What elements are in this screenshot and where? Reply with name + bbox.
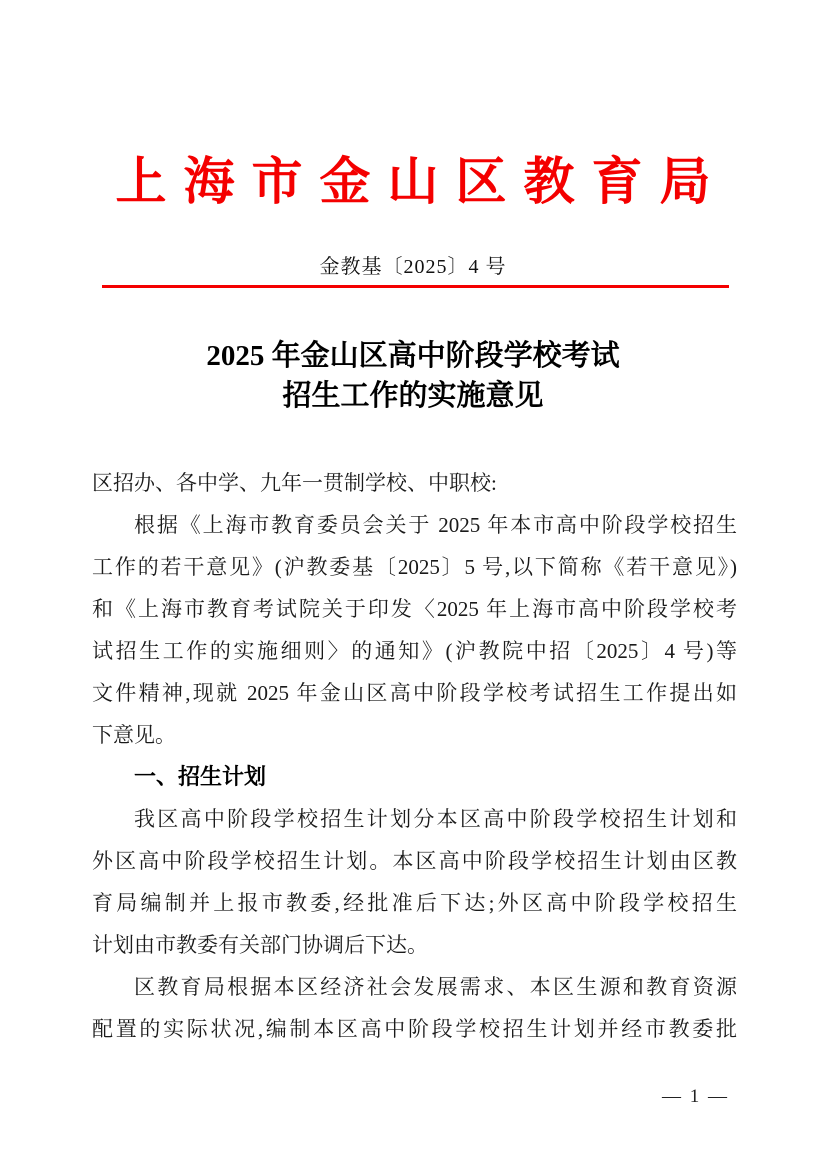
section-heading-enrollment-plan: 一、招生计划 xyxy=(134,764,267,789)
body-line: 工作的若干意见》(沪教委基〔2025〕5 号,以下简称《若干意见》) xyxy=(92,555,737,579)
document-number: 金教基〔2025〕4 号 xyxy=(319,256,507,278)
salutation-line: 区招办、各中学、九年一贯制学校、中职校: xyxy=(92,471,497,495)
document-title xyxy=(0,336,826,416)
body-line: 下意见。 xyxy=(92,723,176,747)
body-line: 我区高中阶段学校招生计划分本区高中阶段学校招生计划和 xyxy=(134,807,737,831)
red-divider-line xyxy=(102,285,729,288)
body-line: 文件精神,现就 2025 年金山区高中阶段学校考试招生工作提出如 xyxy=(92,681,737,705)
body-line: 试招生工作的实施细则〉的通知》(沪教院中招〔2025〕4 号)等 xyxy=(92,639,737,663)
document-body xyxy=(92,462,737,1050)
body-line: 根据《上海市教育委员会关于 2025 年本市高中阶段学校招生 xyxy=(134,513,737,537)
document-title-line2: 招生工作的实施意见 xyxy=(282,380,544,412)
body-line: 计划由市教委有关部门协调后下达。 xyxy=(92,933,428,957)
body-line: 育局编制并上报市教委,经批准后下达;外区高中阶段学校招生 xyxy=(92,891,737,915)
page-number: — 1 — xyxy=(662,1086,729,1107)
body-line: 外区高中阶段学校招生计划。本区高中阶段学校招生计划由区教 xyxy=(92,849,737,873)
agency-header-title: 上海市金山区教育局 xyxy=(115,155,728,211)
body-line: 和《上海市教育考试院关于印发〈2025 年上海市高中阶段学校考 xyxy=(92,597,737,621)
document-title-line1: 2025 年金山区高中阶段学校考试 xyxy=(206,340,620,372)
body-line: 配置的实际状况,编制本区高中阶段学校招生计划并经市教委批 xyxy=(92,1017,737,1041)
body-line: 区教育局根据本区经济社会发展需求、本区生源和教育资源 xyxy=(134,975,737,999)
